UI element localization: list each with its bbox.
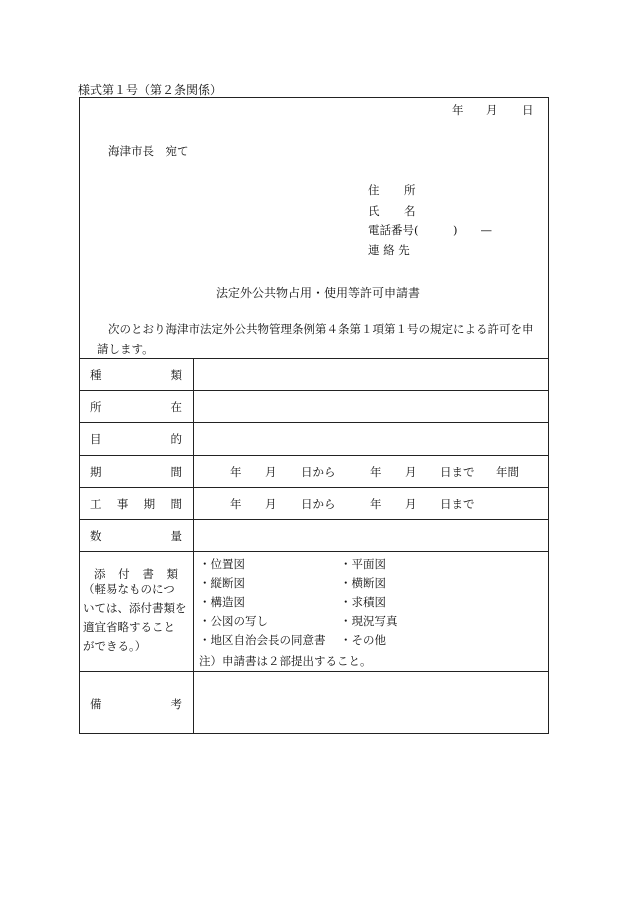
construction-start-year: 年 (230, 497, 242, 511)
label-location: 所 在 (90, 400, 182, 414)
row-divider (79, 551, 549, 552)
construction-start-month: 月 (265, 497, 277, 511)
list-item: ・求積図 (340, 595, 386, 609)
intro-line-2: 請します。 (97, 342, 154, 356)
list-item: ・地区自治会長の同意書 (199, 633, 326, 647)
list-item: ・縦断図 (199, 576, 245, 590)
row-divider (79, 519, 549, 520)
date-month: 月 (486, 103, 498, 117)
list-item: ・位置図 (199, 557, 245, 571)
form-number: 様式第１号（第２条関係） (78, 83, 223, 97)
label-remarks: 備 考 (90, 697, 182, 711)
label-attachments: 添 付 書 類 (94, 567, 178, 581)
attachments-list-right (340, 555, 398, 650)
row-divider (79, 422, 549, 423)
address-label-2: 所 (404, 183, 416, 197)
label-kind: 種 類 (90, 368, 182, 382)
addressee: 海津市長 宛て (108, 144, 189, 158)
row-divider (79, 487, 549, 488)
list-item: ・横断図 (340, 576, 386, 590)
label-quantity: 数 量 (90, 529, 182, 543)
construction-start-day: 日から (301, 497, 336, 511)
label-period: 期 間 (90, 465, 182, 479)
intro-line-1: 次のとおり海津市法定外公共物管理条例第４条第１項第１号の規定による許可を申 (108, 322, 534, 336)
date-year: 年 (452, 103, 464, 117)
address-label-1: 住 (368, 183, 380, 197)
form-title: 法定外公共物占用・使用等許可申請書 (216, 286, 421, 300)
label-construction-period: 工 事 期 間 (90, 497, 182, 511)
period-years: 年間 (496, 465, 519, 479)
attachments-note: （軽易なものにつ いては、添付書類を 適宜省略すること ができる。） (83, 582, 187, 653)
date-day: 日 (522, 103, 534, 117)
column-divider (193, 358, 194, 734)
name-label-2: 名 (404, 204, 416, 218)
construction-end-day: 日まで (440, 497, 475, 511)
construction-end-year: 年 (370, 497, 382, 511)
row-divider (79, 390, 549, 391)
list-item: ・平面図 (340, 557, 386, 571)
label-purpose: 目 的 (90, 432, 182, 446)
attachments-footnote: 注）申請書は２部提出すること。 (199, 654, 372, 668)
name-label-1: 氏 (368, 204, 380, 218)
list-item: ・構造図 (199, 595, 245, 609)
period-start-day: 日から (301, 465, 336, 479)
list-item: ・公図の写し (199, 614, 268, 628)
construction-end-month: 月 (405, 497, 417, 511)
list-item: ・その他 (340, 633, 386, 647)
row-divider (79, 455, 549, 456)
period-end-year: 年 (370, 465, 382, 479)
phone-label: 電話番号( ) — (368, 223, 492, 237)
contact-label: 連 絡 先 (368, 243, 410, 257)
list-item: ・現況写真 (340, 614, 398, 628)
row-divider (79, 671, 549, 672)
period-start-month: 月 (265, 465, 277, 479)
period-end-day: 日まで (440, 465, 475, 479)
row-divider (79, 358, 549, 359)
period-end-month: 月 (405, 465, 417, 479)
period-start-year: 年 (230, 465, 242, 479)
attachments-list-left (199, 555, 326, 650)
